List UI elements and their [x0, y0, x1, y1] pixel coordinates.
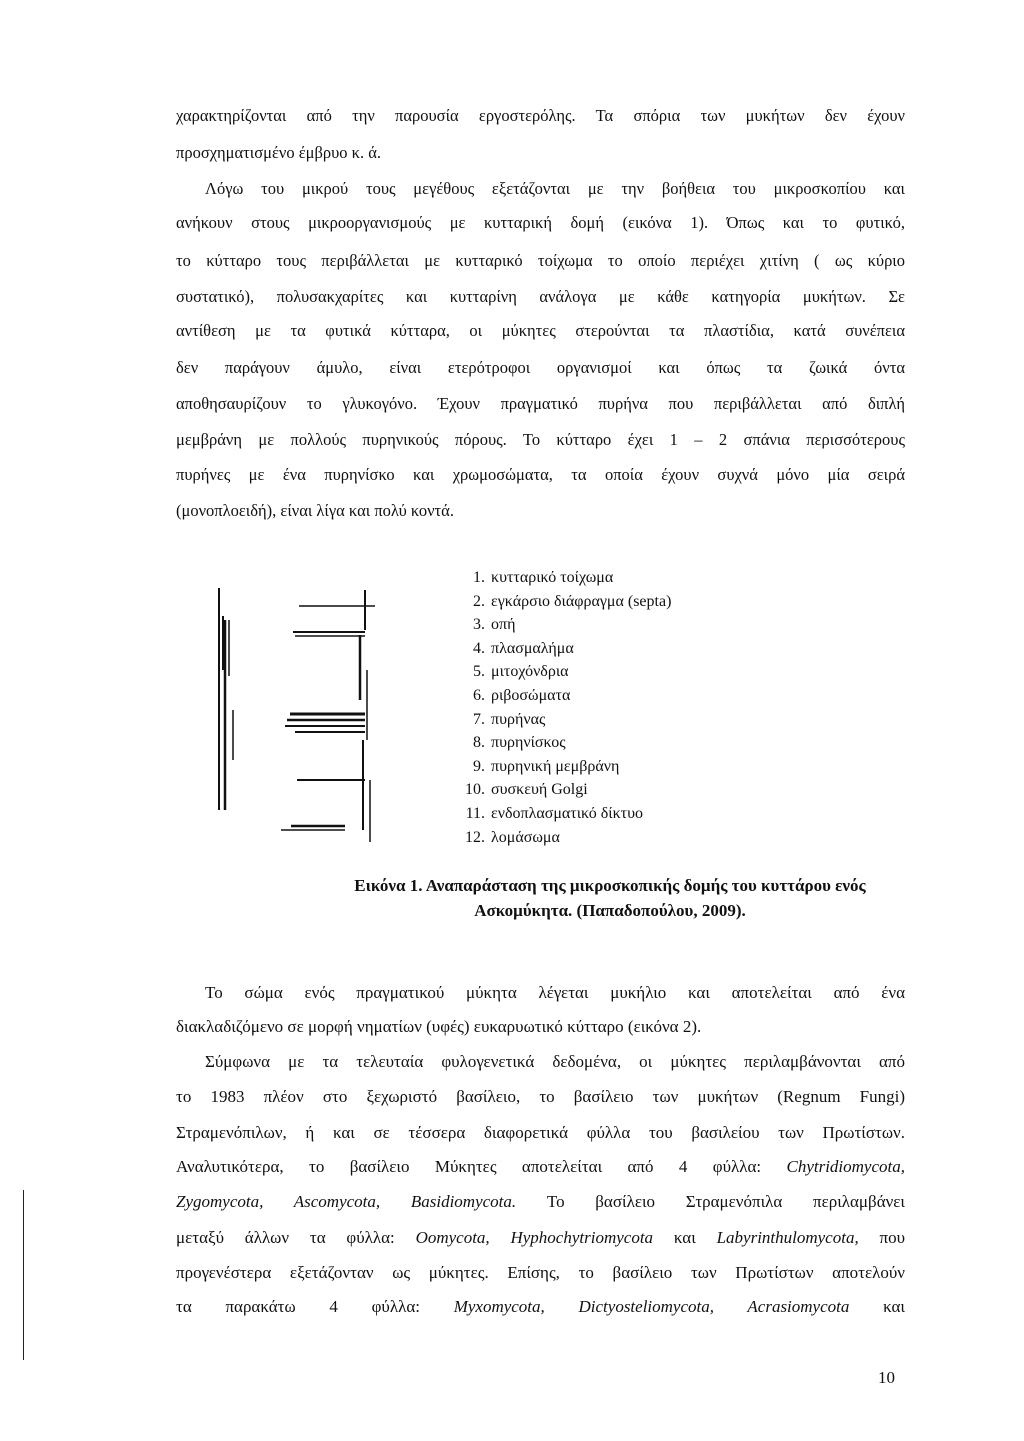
text-line: συστατικό), πολυσακχαρίτες και κυτταρίνη ανάλογα με κάθε κατηγορία μυκήτων. Σε [176, 287, 905, 306]
legend-item: 2. εγκάρσιο διάφραγμα (septa) [473, 592, 672, 610]
text-line: αντίθεση με τα φυτικά κύτταρα, οι μύκητες στερούνται τα πλαστίδια, κατά συνέπεια [176, 321, 905, 340]
figure-legend [455, 566, 671, 849]
legend-item: 8. πυρηνίσκος [473, 734, 566, 752]
figure-caption-line: Ασκομύκητα. (Παπαδοπούλου, 2009). [474, 901, 746, 920]
legend-item: 12. λομάσωμα [465, 828, 560, 846]
figure-caption-line: Εικόνα 1. Αναπαράσταση της μικροσκοπικής δομής του κυττάρου ενός [354, 876, 866, 895]
legend-item: 4. πλασμαλήμα [473, 639, 574, 657]
margin-line [23, 1190, 24, 1360]
text-line: προγενέστερα εξετάζονταν ως μύκητες. Επίσης, το βασίλειο των Πρωτίστων αποτελούν [176, 1263, 905, 1282]
text-line: τα παρακάτω 4 φύλλα: Myxomycota, Dictyosteliomycota, Acrasiomycota και [176, 1297, 905, 1316]
legend-item: 3. οπή [473, 616, 516, 634]
text-line: ανήκουν στους μικροοργανισμούς με κυτταρική δομή (εικόνα 1). Όπως και το φυτικό, [176, 213, 905, 232]
legend-item: 7. πυρήνας [473, 710, 546, 728]
legend-item: 6. ριβοσώματα [473, 686, 571, 704]
text-line: προσχηματισμένο έμβρυο κ. ά. [176, 143, 382, 162]
page-number: 10 [878, 1368, 895, 1387]
text-line: (μονοπλοειδή), είναι λίγα και πολύ κοντά. [176, 501, 454, 520]
legend-item: 5. μιτοχόνδρια [473, 663, 569, 681]
text-line: Το σώμα ενός πραγματικού μύκητα λέγεται μυκήλιο και αποτελείται από ένα [205, 983, 905, 1002]
text-line: το κύτταρο τους περιβάλλεται με κυτταρικό τοίχωμα το οποίο περιέχει χιτίνη ( ως κύριο [176, 251, 905, 270]
text-line: Αναλυτικότερα, το βασίλειο Μύκητες αποτελείται από 4 φύλλα: Chytridiomycota, [176, 1157, 905, 1176]
text-line: διακλαδιζόμενο σε μορφή νηματίων (υφές) ευκαρυωτικό κύτταρο (εικόνα 2). [176, 1017, 702, 1036]
legend-item: 1. κυτταρικό τοίχωμα [473, 569, 614, 586]
legend-item: 10. συσκευή Golgi [465, 781, 588, 799]
text-line: δεν παράγουν άμυλο, είναι ετερότροφοι οργανισμοί και όπως τα ζωικά όντα [176, 358, 905, 377]
text-line: Στραμενόπιλων, ή και σε τέσσερα διαφορετικά φύλλα του βασιλείου των Πρωτίστων. [176, 1123, 905, 1142]
text-line: χαρακτηρίζονται από την παρουσία εργοστερόλης. Τα σπόρια των μυκήτων δεν έχουν [176, 106, 905, 125]
text-line: Zygomycota, Ascomycota, Basidiomycota. Το βασίλειο Στραμενόπιλα περιλαμβάνει [176, 1192, 905, 1211]
text-line: Σύμφωνα με τα τελευταία φυλογενετικά δεδομένα, οι μύκητες περιλαμβάνονται από [205, 1052, 905, 1071]
legend-item: 9. πυρηνική μεμβράνη [473, 757, 620, 775]
text-line: το 1983 πλέον στο ξεχωριστό βασίλειο, το βασίλειο των μυκήτων (Regnum Fungi) [176, 1087, 905, 1106]
legend-item: 11. ενδοπλασματικό δίκτυο [465, 804, 643, 822]
cell-diagram [215, 580, 385, 850]
text-line: πυρήνες με ένα πυρηνίσκο και χρωμοσώματα, τα οποία έχουν συχνά μόνο μία σειρά [176, 465, 905, 484]
text-line: μεμβράνη με πολλούς πυρηνικούς πόρους. Το κύτταρο έχει 1 – 2 σπάνια περισσότερους [176, 430, 905, 449]
text-line: μεταξύ άλλων τα φύλλα: Oomycota, Hyphochytriomycota και Labyrinthulomycota, που [176, 1228, 906, 1247]
text-line: Λόγω του μικρού τους μεγέθους εξετάζονται με την βοήθεια του μικροσκοπίου και [205, 179, 905, 198]
text-line: αποθησαυρίζουν το γλυκογόνο. Έχουν πραγματικό πυρήνα που περιβάλλεται από διπλή [176, 394, 905, 413]
